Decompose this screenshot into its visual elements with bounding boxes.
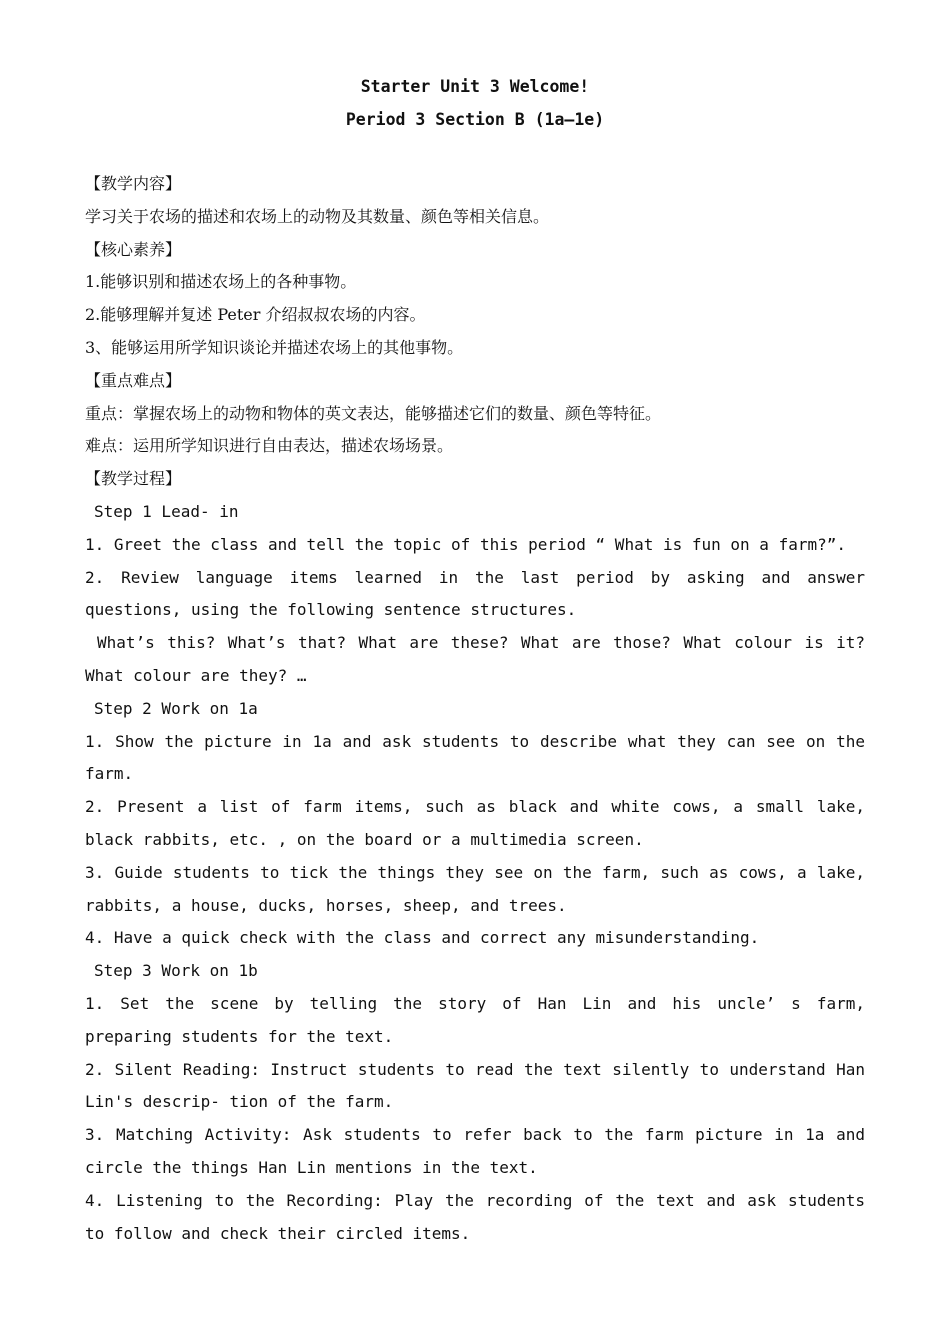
section-heading-core-literacy: 【核心素养】 [85, 239, 182, 259]
step-3-item-3: 3. Matching Activity: Ask students to refer back to the farm picture in 1a and circle the things Han Lin mentions in the text. [85, 1125, 865, 1177]
key-point-text: 重点：掌握农场上的动物和物体的英文表达，能够描述它们的数量、颜色等特征。 [85, 403, 662, 423]
core-literacy-item: 3、能够运用所学知识谈论并描述农场上的其他事物。 [85, 337, 464, 357]
section-heading-key-points: 【重点难点】 [85, 370, 182, 390]
step-2-item-2: 2. Present a list of farm items, such as black and white cows, a small lake, black rabbits, etc. , on the board or a multimedia screen. [85, 797, 865, 849]
step-1-sentences: What’s this? What’s that? What are these? What are those? What colour is it? What colour are they? … [85, 633, 865, 685]
document-subtitle: Period 3 Section B (1a–1e) [345, 110, 605, 129]
section-heading-process: 【教学过程】 [85, 469, 182, 489]
step-2-item-4: 4. Have a quick check with the class and correct any misunderstanding. [85, 928, 760, 948]
step-1-item-1: 1. Greet the class and tell the topic of this period “ What is fun on a farm?”. [85, 534, 846, 554]
core-literacy-item: 1.能够识别和描述农场上的各种事物。 [85, 272, 357, 292]
step-3-item-2: 2. Silent Reading: Instruct students to read the text silently to understand Han Lin's descrip- tion of the farm. [85, 1059, 865, 1112]
teaching-content-text: 学习关于农场的描述和农场上的动物及其数量、颜色等相关信息。 [85, 206, 550, 226]
document-body [85, 168, 865, 1250]
step-2-item-1: 1. Show the picture in 1a and ask students to describe what they can see on the farm. [85, 731, 865, 784]
step-2-title: Step 2 Work on 1a [94, 698, 258, 718]
difficult-point-text: 难点：运用所学知识进行自由表达，描述农场场景。 [85, 436, 454, 456]
section-heading-teaching-content: 【教学内容】 [85, 174, 182, 193]
core-literacy-item: 2.能够理解并复述 Peter 介绍叔叔农场的内容。 [85, 305, 426, 325]
step-1-item-2: 2. Review language items learned in the last period by asking and answer questions, using the following sentence structures. [85, 567, 865, 620]
step-1-title: Step 1 Lead- in [94, 501, 239, 521]
step-3-item-4: 4. Listening to the Recording: Play the recording of the text and ask students to follow and check their circled items. [85, 1190, 865, 1243]
step-3-title: Step 3 Work on 1b [94, 961, 258, 981]
step-2-item-3: 3. Guide students to tick the things they see on the farm, such as cows, a lake, rabbits, a house, ducks, horses, sheep, and trees. [85, 862, 865, 915]
step-3-item-1: 1. Set the scene by telling the story of Han Lin and his uncle’ s farm, preparing students for the text. [85, 993, 865, 1046]
document-title: Starter Unit 3 Welcome! [360, 77, 590, 96]
